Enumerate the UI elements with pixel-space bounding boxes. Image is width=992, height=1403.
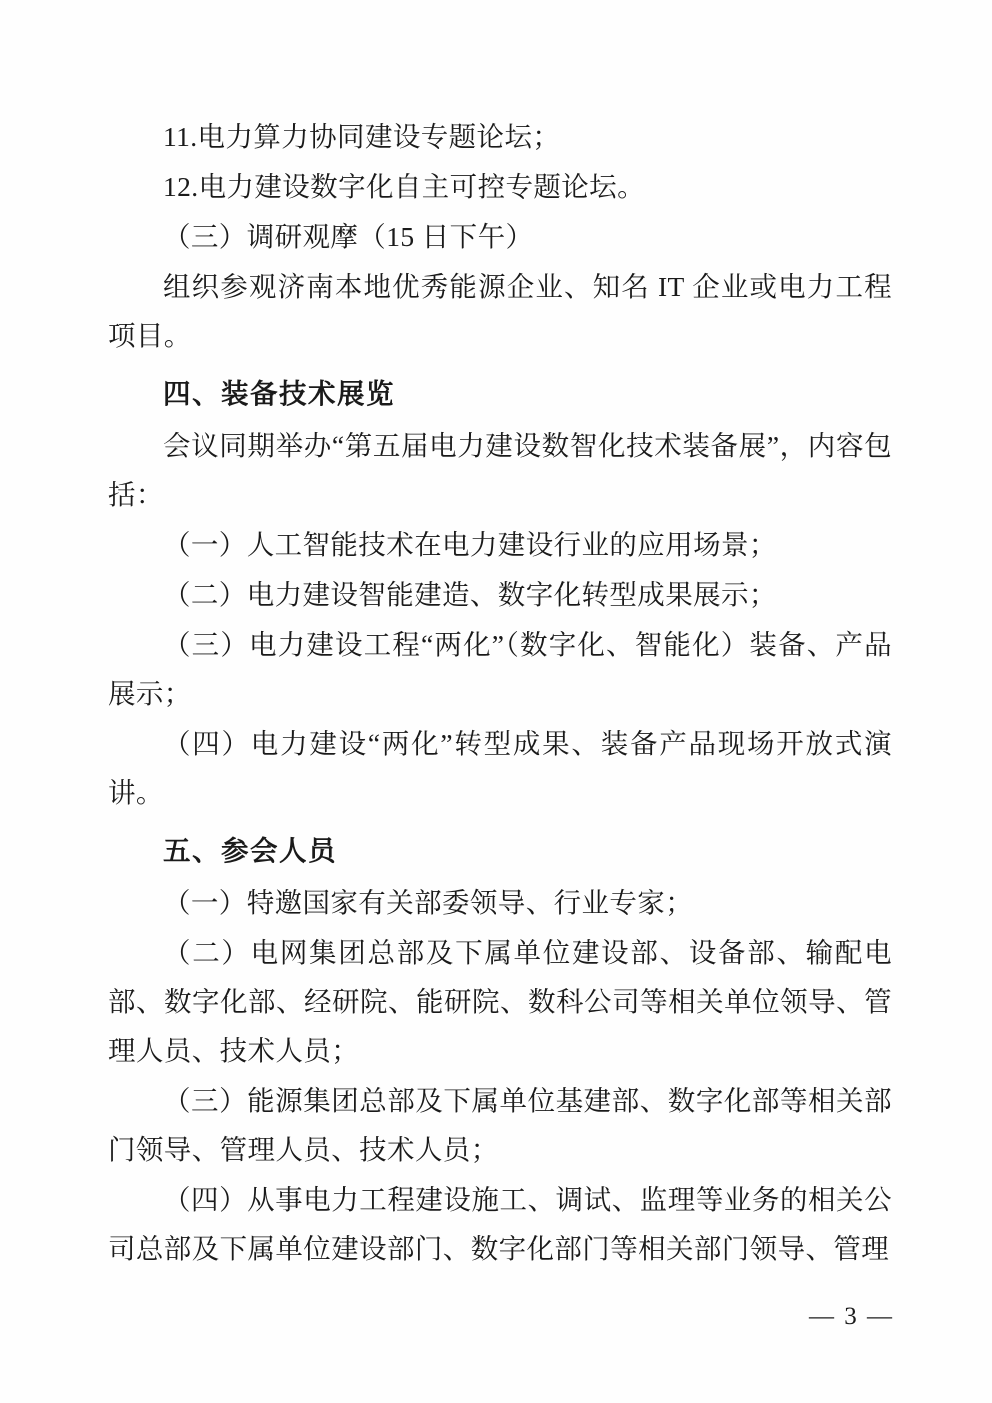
list-item: （三）调研观摩（15 日下午） — [163, 221, 534, 252]
list-item: （二）电网集团总部及下属单位建设部、设备部、输配电部、数字化部、经研院、能研院、数科公司等相关单位领导、管理人员、技术人员； — [108, 937, 892, 1066]
list-item: （二）电力建设智能建造、数字化转型成果展示； — [163, 579, 777, 610]
paragraph: 会议同期举办“第五届电力建设数智化技术装备展”，内容包括： — [108, 430, 892, 510]
page-number: — 3 — — [809, 1303, 894, 1330]
list-item: 12.电力建设数字化自主可控专题论坛。 — [163, 171, 645, 202]
list-item: （一）人工智能技术在电力建设行业的应用场景； — [163, 529, 777, 560]
list-item: （三）电力建设工程“两化”（数字化、智能化）装备、产品展示； — [108, 629, 892, 709]
document-body — [108, 112, 892, 1274]
paragraph: 组织参观济南本地优秀能源企业、知名 IT 企业或电力工程项目。 — [108, 271, 892, 351]
list-item: （三）能源集团总部及下属单位基建部、数字化部等相关部门领导、管理人员、技术人员； — [108, 1085, 892, 1165]
list-item: （四）电力建设“两化”转型成果、装备产品现场开放式演讲。 — [108, 728, 892, 808]
section-heading: 四、装备技术展览 — [163, 378, 395, 409]
section-heading: 五、参会人员 — [163, 835, 337, 866]
list-item: 11.电力算力协同建设专题论坛； — [163, 121, 561, 152]
list-item: （四）从事电力工程建设施工、调试、监理等业务的相关公司总部及下属单位建设部门、数字化部门等相关部门领导、管理 — [108, 1184, 892, 1264]
list-item: （一）特邀国家有关部委领导、行业专家； — [163, 887, 694, 918]
